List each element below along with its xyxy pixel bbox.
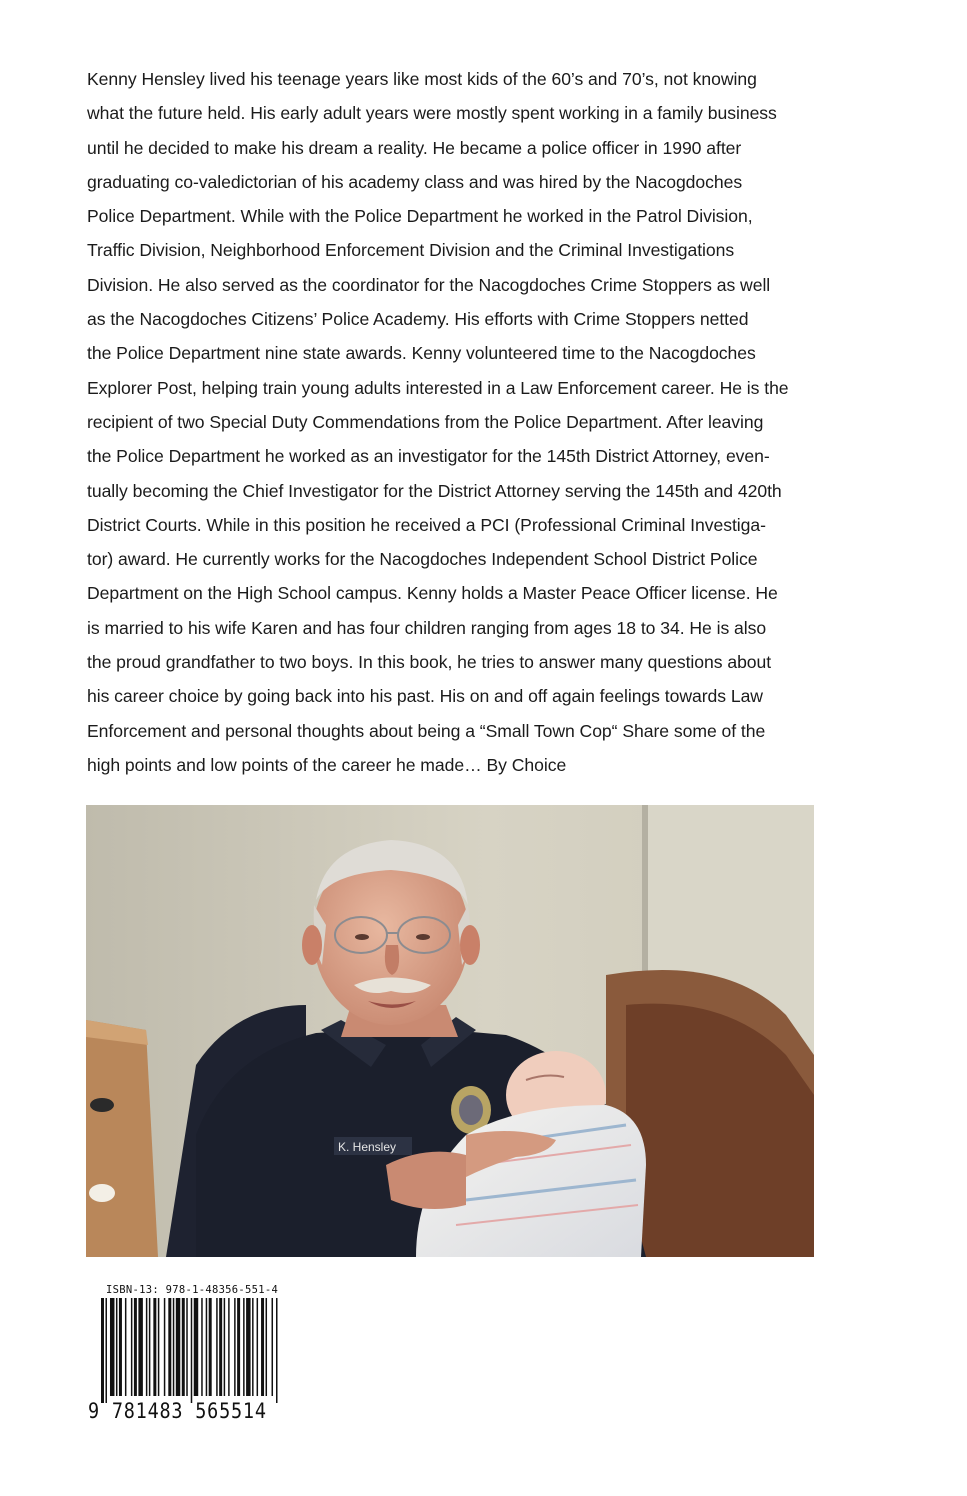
isbn-barcode [88,1284,284,1434]
bio-line: his career choice by going back into his past. His on and off again feelings towards Law [87,686,763,707]
barcode-bar [257,1298,258,1396]
barcode-bar [134,1298,137,1396]
barcode-bar [173,1298,174,1396]
barcode-bar [252,1298,253,1396]
barcode-bar [119,1298,122,1396]
barcode-bar [194,1298,198,1396]
barcode-bar [116,1298,117,1396]
barcode-bar [186,1298,187,1396]
bio-line: the proud grandfather to two boys. In this book, he tries to answer many questions about [87,652,772,673]
bio-line: District Courts. While in this position he received a PCI (Professional Criminal Investiga- [87,514,766,535]
bio-line: as the Nacogdoches Citizens’ Police Academy. His efforts with Crime Stoppers netted [87,309,749,330]
author-photo [86,805,814,1257]
barcode-bar [237,1298,240,1396]
barcode-bar [266,1298,267,1396]
barcode-bar [125,1298,126,1396]
barcode-bar [191,1298,192,1403]
bio-line: the Police Department he worked as an investigator for the 145th District Attorney, even- [87,446,770,467]
barcode-bar [201,1298,202,1396]
barcode-bar [246,1298,250,1396]
barcode-bar [105,1298,106,1403]
barcode-bar [224,1298,225,1396]
bio-line: high points and low points of the career he made… By Choice [87,754,567,775]
bio-line: Department on the High School campus. Kenny holds a Master Peace Officer license. He [87,583,778,604]
bio-line: tor) award. He currently works for the Nacogdoches Independent School District Police [87,549,758,570]
barcode-bar [149,1298,150,1396]
barcode-bar [164,1298,165,1396]
barcode-bars [101,1298,279,1403]
bio-line: recipient of two Special Duty Commendations from the Police Department. After leaving [87,411,764,432]
bio-line: tually becoming the Chief Investigator for the District Attorney serving the 145th and 420th [87,480,782,501]
barcode-bar [153,1298,156,1396]
bio-line: is married to his wife Karen and has four children ranging from ages 18 to 34. He is also [87,617,767,638]
barcode-bar [146,1298,147,1396]
barcode-bar [182,1298,185,1396]
bio-line: what the future held. His early adult years were mostly spent working in a family business [87,103,777,124]
bio-line: Traffic Division, Neighborhood Enforcement Division and the Criminal Investigations [87,240,735,261]
barcode-bar [272,1298,273,1396]
barcode-bar [216,1298,217,1396]
name-tag: K. Hensley [338,1140,397,1154]
bio-line: Explorer Post, helping train young adults interested in a Law Enforcement career. He is the [87,377,789,398]
barcode-bar [101,1298,104,1403]
isbn-label: ISBN-13: 978-1-48356-551-4 [106,1284,279,1296]
bio-line: Police Department. While with the Police Department he worked in the Patrol Division, [87,206,753,227]
barcode-bar [110,1298,114,1396]
barcode-bar [168,1298,171,1396]
barcode-bar [219,1298,222,1396]
barcode-bar [158,1298,159,1396]
bio-line: graduating co-valedictorian of his academy class and was hired by the Nacogdoches [87,171,743,192]
bio-line: Kenny Hensley lived his teenage years like most kids of the 60’s and 70’s, not knowing [87,69,757,89]
bio-line: Division. He also served as the coordinator for the Nacogdoches Crime Stoppers as well [87,274,771,295]
barcode-bar [276,1298,277,1403]
barcode-bar [243,1298,244,1396]
barcode-bar [234,1298,235,1396]
bio-line: Enforcement and personal thoughts about being a “Small Town Cop“ Share some of the [87,720,766,741]
barcode-bar [138,1298,142,1396]
bio-line: until he decided to make his dream a reality. He became a police officer in 1990 after [87,137,742,158]
barcode-bar [131,1298,132,1396]
barcode-bar [228,1298,229,1396]
barcode-bar [206,1298,207,1396]
author-bio [87,62,887,782]
bio-line: the Police Department nine state awards. Kenny volunteered time to the Nacogdoches [87,343,756,364]
barcode-digits: 9 781483 565514 [88,1399,267,1423]
barcode-bar [261,1298,264,1396]
barcode-bar [209,1298,212,1396]
barcode-bar [176,1298,180,1396]
